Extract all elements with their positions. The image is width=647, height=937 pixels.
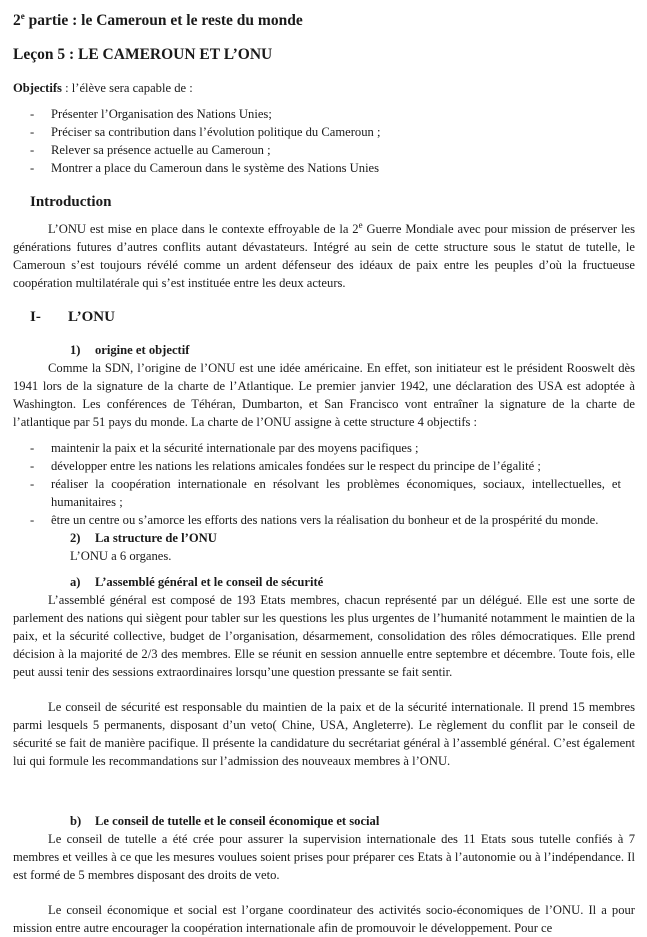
subsection-1-heading (70, 341, 635, 359)
subsection-b-heading (70, 812, 635, 830)
goal-text: réaliser la coopération internationale en résolvant les problèmes économiques, sociaux, intellectuelles, et humanitaires ; (51, 477, 621, 509)
introduction-heading: Introduction (30, 194, 112, 210)
section-1-heading (30, 307, 635, 328)
section-1-numeral: I- (30, 309, 41, 325)
dash-bullet: - (30, 143, 35, 157)
subsection-b-title: Le conseil de tutelle et le conseil économique et social (95, 814, 380, 828)
subsection-2-title: La structure de l’ONU (95, 531, 217, 545)
part-title-number: 2 (13, 12, 21, 29)
subsection-2-heading (70, 529, 635, 547)
lesson-title: Leçon 5 : LE CAMEROUN ET L’ONU (13, 46, 273, 63)
list-item (13, 141, 635, 159)
part-title (13, 10, 635, 32)
objectives-lead-line (13, 79, 635, 97)
list-item (13, 105, 635, 123)
dash-bullet: - (30, 477, 35, 491)
objective-text: Présenter l’Organisation des Nations Unies; (51, 107, 272, 121)
general-assembly-paragraph: L’assemblé général est composé de 193 Etats membres, chacun représenté par un délégué. Elle est une sorte de parlement des nations qui siègent pour tabler sur les questions les plus urgentes de l’humanité notamment le maintien de la paix, et la sécurité collective, budget de l’organisation, désarmement, consolidation des rôles démocratiques. Elle prend décision à la majorité de 2/3 des membres. Elle se réunit en session annuelle entre septembre et décembre. Toute fois, elle peut aussi tenir des sessions extraordinaires lorsqu’une question pressante se fait sentir. (13, 593, 635, 679)
subsection-a-title: L’assemblé général et le conseil de sécurité (95, 575, 324, 589)
part-title-superscript: e (20, 10, 25, 21)
objective-text: Relever sa présence actuelle au Cameroun ; (51, 143, 271, 157)
objectives-lead-text: : l’élève sera capable de : (61, 81, 193, 95)
list-item (13, 475, 635, 511)
origin-paragraph: Comme la SDN, l’origine de l’ONU est une idée américaine. En effet, son initiateur est le président Rooswelt dès 1941 lors de la signature de la charte de l’Atlantique. Le premier janvier 1942, une déclaration des USA est adoptée à Washington. Les conférences de Téhéran, Dumbarton, et San Francisco vont entraîner la signature de la charte de l’atlantique par 51 pays du monde. La charte de l’ONU assigne à cette structure 4 objectifs : (13, 361, 635, 429)
organs-count-line: L’ONU a 6 organes. (70, 549, 172, 563)
subsection-b-letter: b) (70, 814, 82, 828)
trusteeship-council-paragraph: Le conseil de tutelle a été crée pour assurer la supervision internationale des 11 Etats sous tutelle confiés à 7 membres et veilles à ce que les mesures voulues soient prises pour préparer ces Etats à l’autonomie ou à l’indépendance. Il est formé de 5 membres disposant des droits de veto. (13, 832, 635, 882)
list-item (13, 457, 635, 475)
objective-text: Montrer a place du Cameroun dans le système des Nations Unies (51, 161, 380, 175)
part-title-text: partie : le Cameroun et le reste du monde (24, 12, 303, 29)
dash-bullet: - (30, 107, 35, 121)
goals-list (13, 439, 635, 529)
introduction-paragraph-end: Guerre Mondiale avec pour mission de préserver les générations futures d’autres conflits autant dévastateurs. Intégré au sein de cette structure sous le statut de tutelle, le Cameroun s’est toujours révélé comme un ardent défenseur des idéaux de paix entre les peuples d’où la fructueuse coopération multilatérale qui s’est instituée entre les deux acteurs. (13, 222, 635, 290)
goal-text: maintenir la paix et la sécurité internationale par des moyens pacifiques ; (51, 441, 419, 455)
dash-bullet: - (30, 441, 35, 455)
subsection-1-title: origine et objectif (95, 343, 190, 357)
list-item (13, 159, 635, 177)
list-item (13, 123, 635, 141)
subsection-2-number: 2) (70, 531, 81, 545)
section-1-title: L’ONU (68, 309, 115, 325)
dash-bullet: - (30, 459, 35, 473)
objective-text: Préciser sa contribution dans l’évolution politique du Cameroun ; (51, 125, 381, 139)
introduction-superscript: e (358, 219, 363, 230)
dash-bullet: - (30, 125, 35, 139)
dash-bullet: - (30, 513, 35, 527)
objectives-list (13, 105, 635, 177)
introduction-paragraph-start: L’ONU est mise en place dans le contexte effroyable de la 2 (48, 222, 359, 236)
subsection-1-number: 1) (70, 343, 81, 357)
subsection-a-letter: a) (70, 575, 81, 589)
objectives-label: Objectifs (13, 81, 62, 95)
list-item (13, 439, 635, 457)
list-item (13, 511, 635, 529)
goal-text: être un centre ou s’amorce les efforts des nations vers la réalisation du bonheur et de la prospérité du monde. (51, 513, 599, 527)
introduction-paragraph (13, 220, 635, 292)
goal-text: développer entre les nations les relations amicales fondées sur le respect du principe de l’égalité ; (51, 459, 541, 473)
economic-social-council-paragraph: Le conseil économique et social est l’organe coordinateur des activités socio-économiques de l’ONU. Il a pour mission entre autre encourager la coopération internationale afin de promouvoir le développement. Pour ce (13, 903, 635, 935)
security-council-paragraph: Le conseil de sécurité est responsable du maintien de la paix et de la sécurité internationale. Il prend 15 membres parmi lesquels 5 permanents, disposant d’un veto( Chine, USA, Angleterre). Le règlement du conflit par le conseil de sécurité se fait de manière pacifique. Il présente la candidature du secrétariat général à l’assemblé général. C’est également lui qui formule les recommandations sur l’admission des nouveaux membres à l’ONU. (13, 700, 635, 768)
subsection-a-heading (70, 573, 635, 591)
dash-bullet: - (30, 161, 35, 175)
